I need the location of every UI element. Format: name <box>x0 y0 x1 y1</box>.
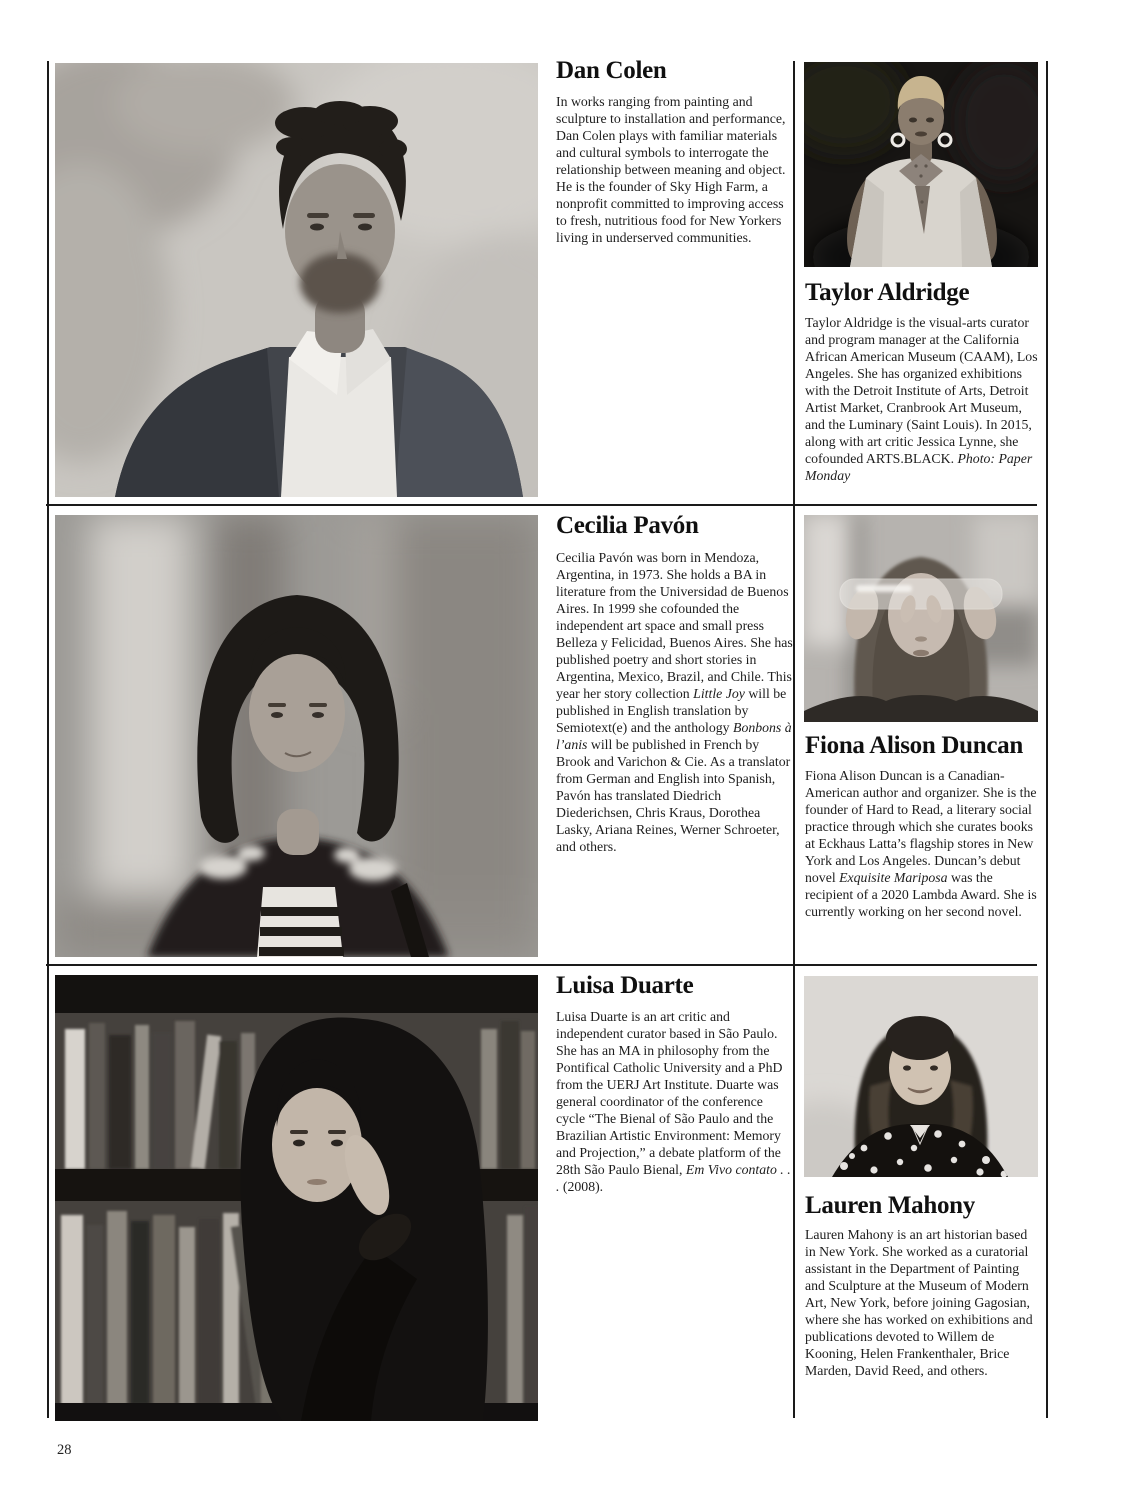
contributor-name-fiona-alison-duncan: Fiona Alison Duncan <box>805 732 1023 759</box>
row-divider-top <box>46 504 1037 506</box>
dan-colen-portrait-photo <box>55 63 538 497</box>
contributor-name-taylor-aldridge: Taylor Aldridge <box>805 279 970 306</box>
taylor-aldridge-portrait-photo <box>804 62 1038 267</box>
row-divider-bottom <box>46 964 1037 966</box>
column-divider-rule <box>793 61 795 1418</box>
contributor-bio-taylor-aldridge: Taylor Aldridge is the visual-arts curator and program manager at the California African American Museum (CAAM), Los Angeles. She has organized exhibitions with the Detroit Institute of Arts, Detroit Artist Market, Cranbrook Art Museum, and the Luminary (Saint Louis). In 2015, along with art critic Jessica Lynne, she cofounded ARTS.BLACK. Photo: Paper Monday <box>805 315 1038 483</box>
contributor-bio-cecilia-pavon: Cecilia Pavón was born in Mendoza, Argentina, in 1973. She holds a BA in literature from the Universidad de Buenos Aires. In 1999 she cofounded the independent art space and small press Belleza y Felicidad, Buenos Aires. She has published poetry and short stories in Argentina, Mexico, Brazil, and Chile. This year her story collection Little Joy will be published in English translation by Semiotext(e) and the anthology Bonbons à l’anis will be published in French by Brook and Varichon & Cie. As a translator from German and English into Spanish, Pavón has translated Diedrich Diederichsen, Chris Kraus, Dorothea Lasky, Ariana Reines, Werner Schroeter, and others. <box>556 550 793 854</box>
luisa-duarte-portrait-photo <box>55 975 538 1421</box>
contributor-bio-luisa-duarte: Luisa Duarte is an art critic and independent curator based in São Paulo. She has an MA in philosophy from the Pontifical Catholic University and a PhD from the UERJ Art Institute. Duarte was general coordinator of the conference cycle “The Bienal of São Paulo and the Brazilian Artistic Environment: Memory and Projection,” a debate platform of the 28th São Paulo Bienal, Em Vivo contato . . . (2008). <box>556 1009 791 1194</box>
fiona-alison-duncan-portrait-photo <box>804 515 1038 722</box>
page-edge-rule-left <box>47 61 49 1418</box>
lauren-mahony-portrait-photo <box>804 976 1038 1177</box>
contributor-name-dan-colen: Dan Colen <box>556 57 667 84</box>
page-edge-rule-right <box>1046 61 1048 1418</box>
contributor-bio-lauren-mahony: Lauren Mahony is an art historian based in New York. She worked as a curatorial assistant in the Department of Painting and Sculpture at the Museum of Modern Art, New York, before joining Gagosian, where she has worked on exhibitions and publications devoted to Willem de Kooning, Helen Frankenthaler, Brice Marden, David Reed, and others. <box>805 1227 1033 1378</box>
cecilia-pavon-portrait-photo <box>55 515 538 957</box>
contributor-name-lauren-mahony: Lauren Mahony <box>805 1192 975 1219</box>
contributor-bio-dan-colen: In works ranging from painting and sculpture to installation and performance, Dan Colen plays with familiar materials and cultural symbols to interrogate the relationship between meaning and object. He is the founder of Sky High Farm, a nonprofit committed to improving access to fresh, nutritious food for New Yorkers living in underserved communities. <box>556 94 786 245</box>
contributor-name-cecilia-pavon: Cecilia Pavón <box>556 512 699 539</box>
contributor-name-luisa-duarte: Luisa Duarte <box>556 972 694 999</box>
page-number: 28 <box>57 1442 72 1458</box>
contributor-bio-fiona-alison-duncan: Fiona Alison Duncan is a Canadian-American author and organizer. She is the founder of Hard to Read, a literary social practice through which she curates books at Eckhaus Latta’s flagship stores in New York and Los Angeles. Duncan’s debut novel Exquisite Mariposa was the recipient of a 2020 Lambda Award. She is currently working on her second novel. <box>805 768 1037 919</box>
